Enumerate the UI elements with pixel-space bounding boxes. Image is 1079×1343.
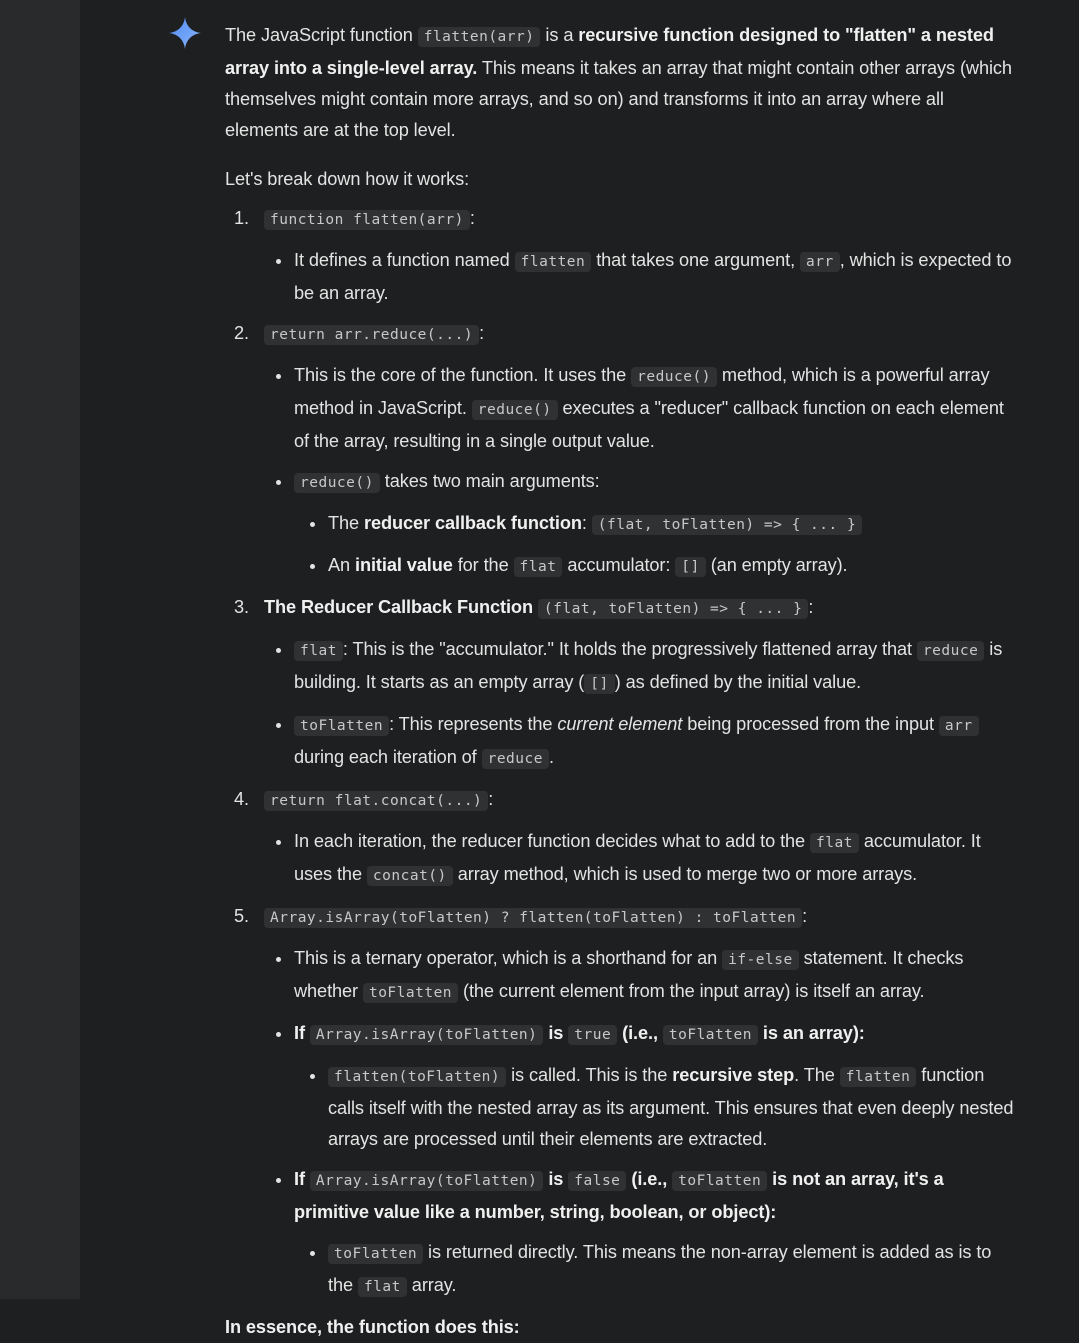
text: accumulator. It uses the	[294, 831, 981, 884]
gemini-sparkle-icon	[168, 16, 202, 50]
step-heading: The Reducer Callback Function (flat, toFlatten) => { ... } :	[264, 597, 814, 617]
bold-text: initial value	[355, 555, 453, 575]
step-3	[225, 592, 1015, 775]
text: : This is the "accumulator." It holds the progressively flattened array that	[342, 639, 917, 659]
text: The	[328, 513, 364, 533]
list-item	[264, 1164, 1015, 1303]
inline-code: toFlatten	[663, 1025, 758, 1045]
inline-code: true	[568, 1025, 617, 1045]
text: during each iteration of	[294, 747, 482, 767]
bold-text: reducer callback function	[364, 513, 582, 533]
step-heading: function flatten(arr) :	[264, 203, 1015, 236]
bold-text: The Reducer Callback Function	[264, 597, 533, 617]
text: array method, which is used to merge two or more arrays.	[452, 864, 918, 884]
inline-code: arr	[939, 716, 979, 736]
text: takes two main arguments:	[379, 471, 600, 491]
text: It defines a function named	[294, 250, 515, 270]
text: is returned directly. This means the non-array element is added as is to the	[328, 1242, 992, 1295]
inline-code: flat	[514, 557, 563, 577]
inline-code: reduce	[482, 749, 549, 769]
inline-code: Array.isArray(toFlatten) ? flatten(toFlatten) : toFlatten	[264, 908, 802, 928]
inline-code: toFlatten	[328, 1244, 423, 1264]
inline-code: flatten(arr)	[418, 27, 541, 47]
text: statement. It checks whether	[294, 948, 964, 1001]
text: that takes one argument,	[591, 250, 800, 270]
breakdown-intro: Let's break down how it works:	[225, 169, 470, 189]
inline-code: reduce()	[631, 367, 717, 387]
text: (the current element from the input array) is itself an array.	[458, 981, 925, 1001]
inline-code: reduce()	[472, 400, 558, 420]
list-item	[294, 1237, 1015, 1303]
inline-code: false	[568, 1171, 626, 1191]
inline-code: function flatten(arr)	[264, 210, 470, 230]
text: function calls itself with the nested array as its argument. This ensures that even deeply nested arrays are processed until their elements are extracted.	[328, 1065, 1014, 1149]
inline-code: if-else	[722, 950, 799, 970]
inline-code: flatten	[840, 1067, 917, 1087]
text: (an empty array).	[705, 555, 848, 575]
inline-code: flat	[294, 641, 343, 661]
inline-code: flat	[358, 1277, 407, 1297]
text: current element	[557, 714, 683, 734]
list-item	[264, 634, 1015, 700]
text: for the	[452, 555, 514, 575]
list-item	[264, 245, 1015, 309]
list-item	[294, 550, 1015, 583]
inline-code: reduce	[917, 641, 984, 661]
list-item	[264, 826, 1015, 892]
text: 2.	[234, 323, 249, 343]
text: array.	[406, 1275, 457, 1295]
inline-code: toFlatten	[363, 983, 458, 1003]
inline-code: concat()	[367, 866, 453, 886]
inline-code: flatten	[515, 252, 592, 272]
text: 4.	[234, 789, 249, 809]
inline-code: (flat, toFlatten) => { ... }	[592, 515, 862, 535]
text: , which is expected to be an array.	[294, 250, 1012, 303]
bold-text: recursive function designed to "flatten" a nested array into a single-level array.	[225, 25, 994, 78]
text: is building. It starts as an empty array (	[294, 639, 1003, 692]
step-5	[225, 901, 1015, 1303]
inline-code: toFlatten	[294, 716, 389, 736]
bold-text: is	[543, 1169, 569, 1189]
list-item	[264, 1018, 1015, 1155]
text: This is a ternary operator, which is a shorthand for an	[294, 948, 723, 968]
text: 5.	[234, 906, 249, 926]
text: accumulator:	[562, 555, 676, 575]
list-item	[264, 466, 1015, 583]
text: method, which is a powerful array method in JavaScript.	[294, 365, 990, 418]
text: .	[548, 747, 554, 767]
text: An	[328, 555, 355, 575]
inline-code: []	[584, 674, 614, 694]
list-item	[294, 1060, 1015, 1155]
bold-text: If	[294, 1169, 310, 1189]
step-heading: return arr.reduce(...) :	[264, 318, 1015, 351]
text: is called. This is the	[506, 1065, 673, 1085]
text: is a	[540, 25, 579, 45]
text: The JavaScript function	[225, 25, 418, 45]
bold-text: is not an array, it's a primitive value like a number, string, boolean, or object):	[294, 1169, 944, 1222]
bold-text: is an array):	[757, 1023, 865, 1043]
inline-code: flat	[810, 833, 859, 853]
bold-text: If	[294, 1023, 310, 1043]
text: :	[581, 513, 592, 533]
bold-text: (i.e.,	[626, 1169, 673, 1189]
inline-code: (flat, toFlatten) => { ... }	[538, 599, 808, 619]
inline-code: Array.isArray(toFlatten)	[310, 1171, 544, 1191]
text: . The	[794, 1065, 840, 1085]
list-item	[264, 943, 1015, 1009]
text: This means it takes an array that might contain other arrays (which themselves might contain more arrays, and so on) and transforms it into an array where all elements are at the top level.	[225, 58, 1012, 140]
inline-code: return flat.concat(...)	[264, 791, 488, 811]
inline-code: reduce()	[294, 473, 380, 493]
intro-paragraph	[225, 20, 1015, 146]
text: : This represents the	[389, 714, 558, 734]
text: This is the core of the function. It uses the	[294, 365, 632, 385]
sidebar	[0, 0, 80, 1299]
inline-code: toFlatten	[672, 1171, 767, 1191]
bold-text: (i.e.,	[617, 1023, 663, 1043]
step-4	[225, 784, 1015, 892]
step-heading: Array.isArray(toFlatten) ? flatten(toFlatten) : toFlatten :	[264, 901, 1015, 934]
step-1	[225, 203, 1015, 309]
bold-text: is	[543, 1023, 569, 1043]
text: 1.	[234, 208, 249, 228]
step-heading: return flat.concat(...) :	[264, 784, 1015, 817]
text: ) as defined by the initial value.	[614, 672, 862, 692]
text: being processed from the input	[682, 714, 939, 734]
response-content	[225, 20, 1015, 1343]
inline-code: []	[675, 557, 705, 577]
list-item	[264, 360, 1015, 457]
steps-list	[225, 203, 1015, 1303]
inline-code: arr	[800, 252, 840, 272]
essence-heading	[225, 1312, 1015, 1343]
bold-text: recursive step	[672, 1065, 795, 1085]
text: In each iteration, the reducer function decides what to add to the	[294, 831, 811, 851]
list-item	[264, 709, 1015, 775]
text: executes a "reducer" callback function on each element of the array, resulting in a single output value.	[294, 398, 1004, 451]
list-item	[294, 508, 1015, 541]
step-2	[225, 318, 1015, 583]
bold-text: In essence, the function does this:	[225, 1317, 520, 1337]
inline-code: return arr.reduce(...)	[264, 325, 479, 345]
inline-code: Array.isArray(toFlatten)	[310, 1025, 544, 1045]
text: 3.	[234, 597, 249, 617]
inline-code: flatten(toFlatten)	[328, 1067, 506, 1087]
